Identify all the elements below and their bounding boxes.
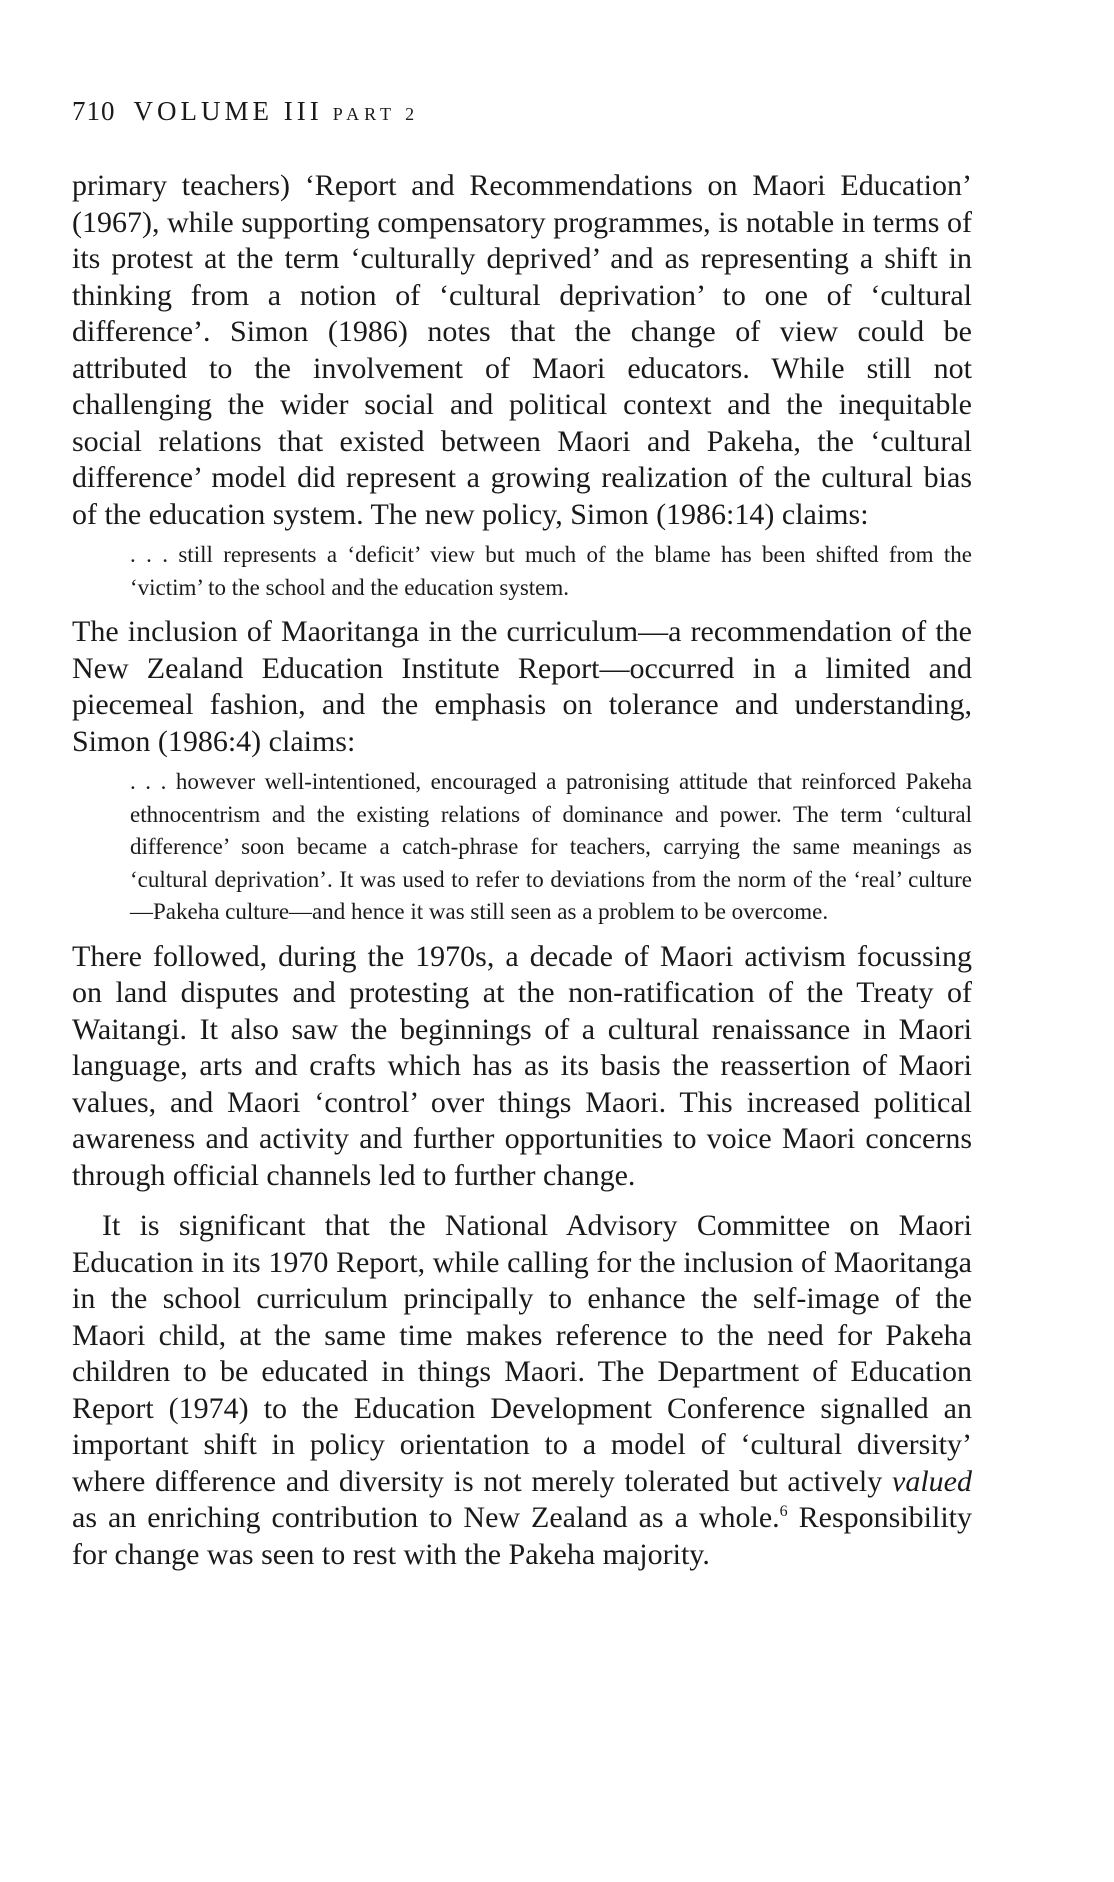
page-number: 710 bbox=[72, 96, 116, 126]
block-quote-1: . . . still represents a ‘deficit’ view but much of the blame has been shifted from the ‘victim’ to the school and the education system. bbox=[130, 542, 972, 600]
paragraph-4-text-c: Responsibility for change was seen to rest with the Pakeha majority. bbox=[72, 1501, 972, 1571]
paragraph-4 bbox=[72, 1208, 972, 1573]
part-label: PART 2 bbox=[332, 104, 420, 124]
footnote-marker[interactable]: 6 bbox=[779, 1503, 788, 1520]
paragraph-1: primary teachers) ‘Report and Recommendations on Maori Education’ (1967), while supporting compensatory programmes, is notable in terms of its protest at the term ‘culturally deprived’ and as representing a shift in thinking from a notion of ‘cultural deprivation’ to one of ‘cultural difference’. Simon (1986) notes that the change of view could be attributed to the involvement of Maori educators. While still not challenging the wider social and political context and the inequitable social relations that existed between Maori and Pakeha, the ‘cultural difference’ model did represent a growing realization of the cultural bias of the education system. The new policy, Simon (1986:14) claims: bbox=[72, 169, 972, 531]
paragraph-4-text-a: It is significant that the National Advisory Committee on Maori Education in its 1970 Report, while calling for the inclusion of Maoritanga in the school curriculum principally to enhance the self-image of the Maori child, at the same time makes reference to the need for Pakeha children to be educated in things Maori. The Department of Education Report (1974) to the Education Development Conference signalled an important shift in policy orientation to a model of ‘cultural diversity’ where difference and diversity is not merely tolerated but actively bbox=[72, 1209, 972, 1498]
paragraph-3: There followed, during the 1970s, a decade of Maori activism focussing on land disputes and protesting at the non-ratification of the Treaty of Waitangi. It also saw the beginnings of a cultural renaissance in Maori language, arts and crafts which has as its basis the reassertion of Maori values, and Maori ‘control’ over things Maori. This increased political awareness and activity and further opportunities to voice Maori concerns through official channels led to further change. bbox=[72, 939, 972, 1192]
paragraph-2: The inclusion of Maoritanga in the curriculum—a recommendation of the New Zealand Education Institute Report—occurred in a limited and piecemeal fashion, and the emphasis on tolerance and understanding, Simon (1986:4) claims: bbox=[72, 615, 972, 758]
emphasis-valued: valued bbox=[892, 1464, 972, 1498]
volume-label: VOLUME III bbox=[133, 96, 323, 126]
block-quote-2: . . . however well-intentioned, encouraged a patronising attitude that reinforced Pakeha ethnocentrism and the existing relations of dominance and power. The term ‘cultural difference’ soon became a catch-phrase for teachers, carrying the same meanings as ‘cultural deprivation’. It was used to refer to deviations from the norm of the ‘real’ culture—Pakeha culture—and hence it was still seen as a problem to be overcome. bbox=[130, 769, 972, 924]
paragraph-4-text-b: as an enriching contribution to New Zealand as a whole. bbox=[72, 1501, 780, 1534]
running-head bbox=[72, 96, 972, 128]
page bbox=[72, 96, 972, 1573]
